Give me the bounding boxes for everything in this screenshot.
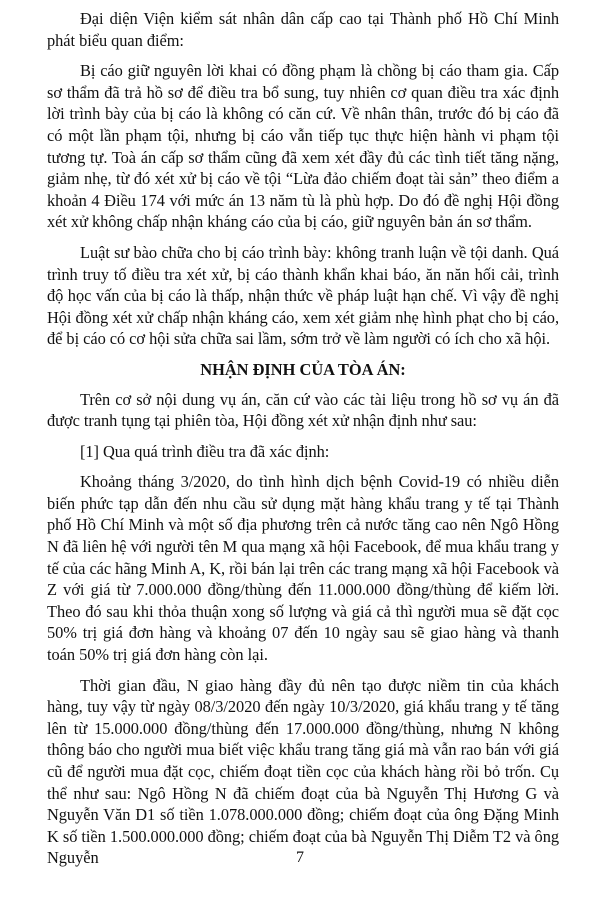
paragraph-procuracy-intro: Đại diện Viện kiểm sát nhân dân cấp cao tại Thành phố Hồ Chí Minh phát biểu quan điểm:	[47, 9, 559, 50]
document-body	[47, 8, 559, 878]
paragraph-facts-march-2020: Khoảng tháng 3/2020, do tình hình dịch bệnh Covid-19 có nhiều diễn biến phức tạp dẫn đến nhu cầu sử dụng mặt hàng khẩu trang y tế tại Thành phố Hồ Chí Minh và một số địa phương trên cả nước tăng cao nên Ngô Hồng N đã liên hệ với người tên M qua mạng xã hội Facebook, để mua khẩu trang y tế của các hãng Minh A, K, rồi bán lại trên các trang mạng xã hội Facebook và Z với giá từ 7.000.000 đồng/thùng đến 11.000.000 đồng/thùng để kiếm lời. Theo đó sau khi thỏa thuận xong số lượng và giá cả thì người mua sẽ đặt cọc 50% trị giá đơn hàng và khoảng 07 đến 10 ngày sau sẽ giao hàng và thanh toán 50% trị giá đơn hàng còn lại.	[47, 472, 559, 665]
paragraph-court-basis: Trên cơ sở nội dung vụ án, căn cứ vào các tài liệu trong hồ sơ vụ án đã được tranh tụng tại phiên tòa, Hội đồng xét xử nhận định như sau:	[47, 389, 559, 431]
paragraph-procuracy-opinion: Bị cáo giữ nguyên lời khai có đồng phạm là chồng bị cáo tham gia. Cấp sơ thẩm đã trả hồ sơ để điều tra bổ sung, tuy nhiên cơ quan điều tra xác định lời trình bày của bị cáo là không có căn cứ. Về nhân thân, trước đó bị cáo đã có một lần phạm tội, nhưng bị cáo vẫn tiếp tục thực hiện hành vi phạm tội tương tự. Toà án cấp sơ thẩm cũng đã xem xét đầy đủ các tình tiết tăng nặng, giảm nhẹ, từ đó xét xử bị cáo về tội “Lừa đảo chiếm đoạt tài sản” theo điểm a khoản 4 Điều 174 với mức án 13 năm tù là phù hợp. Do đó đề nghị Hội đồng xét xử không chấp nhận kháng cáo của bị cáo, giữ nguyên bản án sơ thẩm.	[47, 61, 559, 232]
paragraph-facts-fraud-details: Thời gian đầu, N giao hàng đầy đủ nên tạo được niềm tin của khách hàng, tuy vậy từ ngày 08/3/2020 đến ngày 10/3/2020, giá khẩu trang y tế tăng lên từ 15.000.000 đồng/thùng đến 17.000.000 đồng/thùng, nhưng N không thông báo cho người mua biết việc khẩu trang tăng giá mà vẫn rao bán với giá cũ để người mua đặt cọc, chiếm đoạt tiền cọc của khách hàng rồi bỏ trốn. Cụ thể như sau: Ngô Hồng N đã chiếm đoạt của bà Nguyễn Thị Hương G và Nguyễn Văn D1 số tiền 1.078.000.000 đồng; chiếm đoạt của ông Đặng Minh K số tiền 1.500.000.000 đồng; chiếm đoạt của bà Nguyễn Thị Diễm T2 và ông Nguyễn	[47, 675, 559, 868]
section-heading-court-findings: NHẬN ĐỊNH CỦA TÒA ÁN:	[200, 359, 406, 379]
paragraph-finding-1-intro: [1] Qua quá trình điều tra đã xác định:	[80, 441, 330, 461]
paragraph-lawyer-defense: Luật sư bào chữa cho bị cáo trình bày: không tranh luận về tội danh. Quá trình truy tố điều tra xét xử, bị cáo thành khẩn khai báo, ăn năn hối cải, trình độ học vấn của bị cáo là thấp, nhận thức về pháp luật hạn chế. Vì vậy đề nghị Hội đồng xét xử chấp nhận kháng cáo, xem xét giảm nhẹ hình phạt cho bị cáo, để bị cáo có cơ hội sửa chữa sai lầm, sớm trở về làm người có ích cho xã hội.	[47, 242, 559, 349]
page-number: 7	[296, 849, 304, 866]
